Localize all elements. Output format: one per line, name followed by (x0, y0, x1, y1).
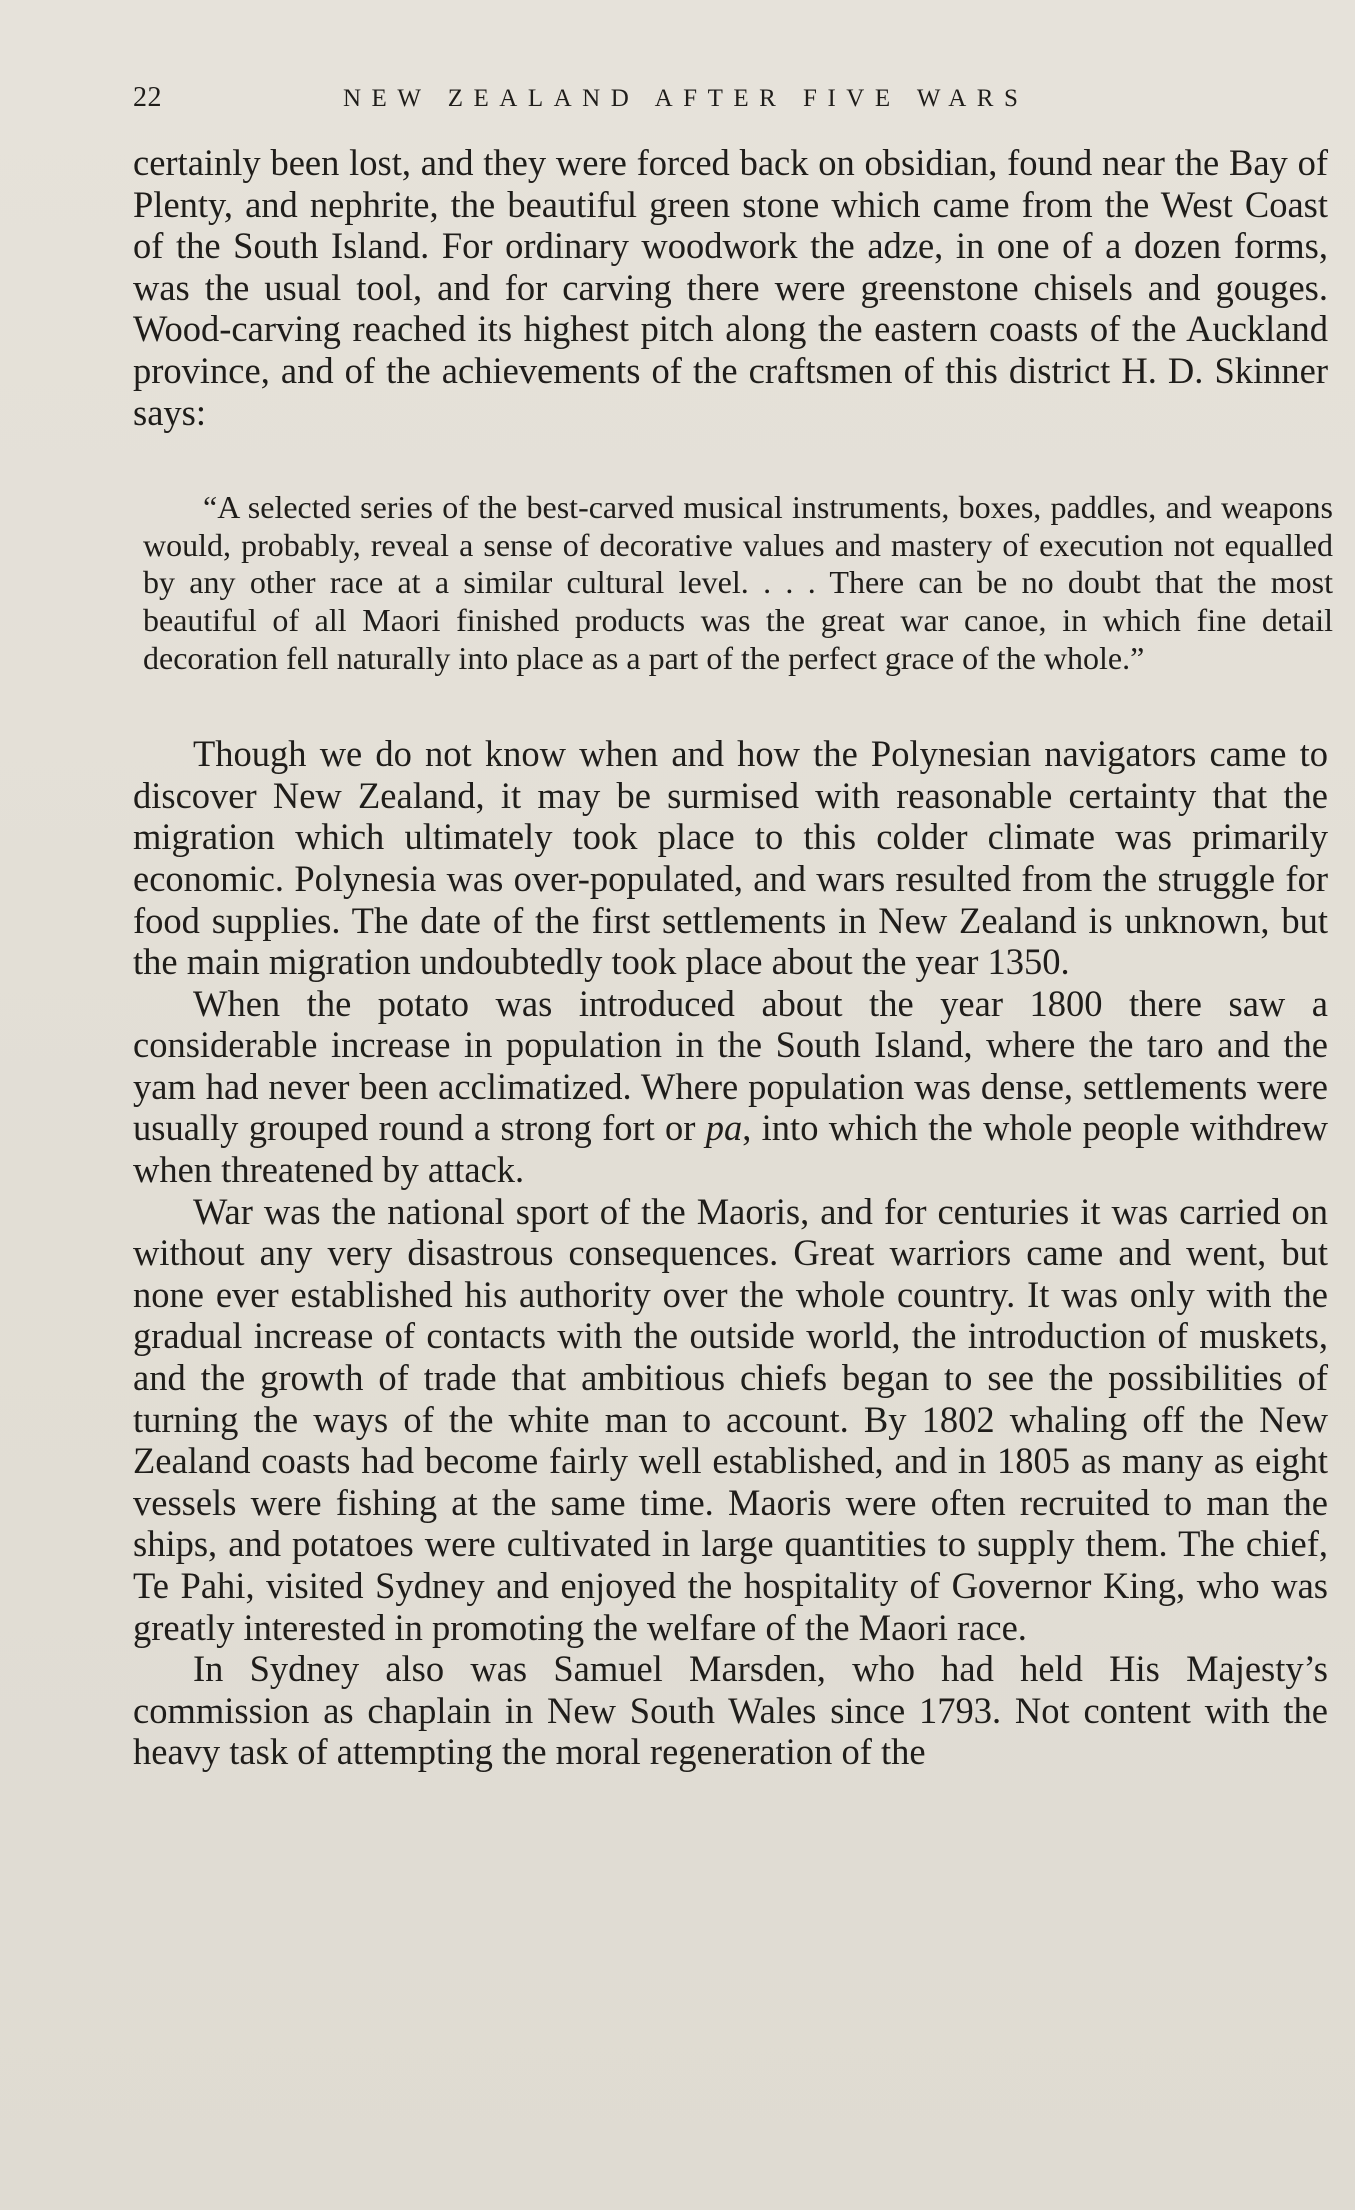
paragraph-potato-text-2: , into which the whole people withdrew when threatened by attack. (133, 1107, 1328, 1191)
page-number: 22 (133, 82, 163, 113)
running-title: NEW ZEALAND AFTER FIVE WARS (343, 85, 1029, 112)
paragraph-continued: certainly been lost, and they were forced back on obsidian, found near the Bay of Plenty, and nephrite, the beautiful green stone which came from the West Coast of the South Island. For ordinary woodwork the adze, in one of a dozen forms, was the usual tool, and for carving there were greenstone chisels and gouges. Wood-carving reached its highest pitch along the eastern coasts of the Auckland province, and of the achievements of the craftsmen of this district H. D. Skinner says: (133, 142, 1328, 433)
block-quote (133, 489, 1333, 677)
paragraph-marsden: In Sydney also was Samuel Marsden, who had held His Majesty’s commission as chaplain in New South Wales since 1793. Not content with the heavy task of attempting the moral regeneration of the (133, 1648, 1328, 1773)
body-text (133, 142, 1333, 1773)
quote-text: “A selected series of the best-carved musical instruments, boxes, paddles, and weapons would, probably, reveal a sense of decorative values and mastery of execution not equalled by any other race at a similar cultural level. . . . There can be no doubt that the most beautiful of all Maori finished products was the great war canoe, in which fine detail decoration fell naturally into place as a part of the perfect grace of the whole.” (143, 489, 1333, 676)
paragraph-war: War was the national sport of the Maoris, and for centuries it was carried on without any very disastrous consequences. Great warriors came and went, but none ever established his authority over the whole country. It was only with the gradual increase of contacts with the outside world, the introduction of muskets, and the growth of trade that ambitious chiefs began to see the possibilities of turning the ways of the white man to account. By 1802 whaling off the New Zealand coasts had become fairly well established, and in 1805 as many as eight vessels were fishing at the same time. Maoris were often recruited to man the ships, and potatoes were cultivated in large quantities to supply them. The chief, Te Pahi, visited Sydney and enjoyed the hospitality of Governor King, who was greatly interested in promoting the welfare of the Maori race. (133, 1190, 1328, 1648)
italic-term-pa: pa (705, 1107, 743, 1149)
paragraph-migration: Though we do not know when and how the Polynesian navigators came to discover New Zealand, it may be surmised with reasonable certainty that the migration which ultimately took place to this colder climate was primarily economic. Polynesia was over-populated, and wars resulted from the struggle for food supplies. The date of the first settlements in New Zealand is unknown, but the main migration undoubtedly took place about the year 1350. (133, 733, 1328, 983)
running-header (133, 82, 1325, 142)
paragraph-potato-text-1: When the potato was introduced about the year 1800 there saw a considerable increase in population in the South Island, where the taro and the yam had never been acclimatized. Where population was dense, settlements were usually grouped round a strong fort or (133, 982, 1328, 1149)
paragraph-potato (133, 983, 1328, 1191)
